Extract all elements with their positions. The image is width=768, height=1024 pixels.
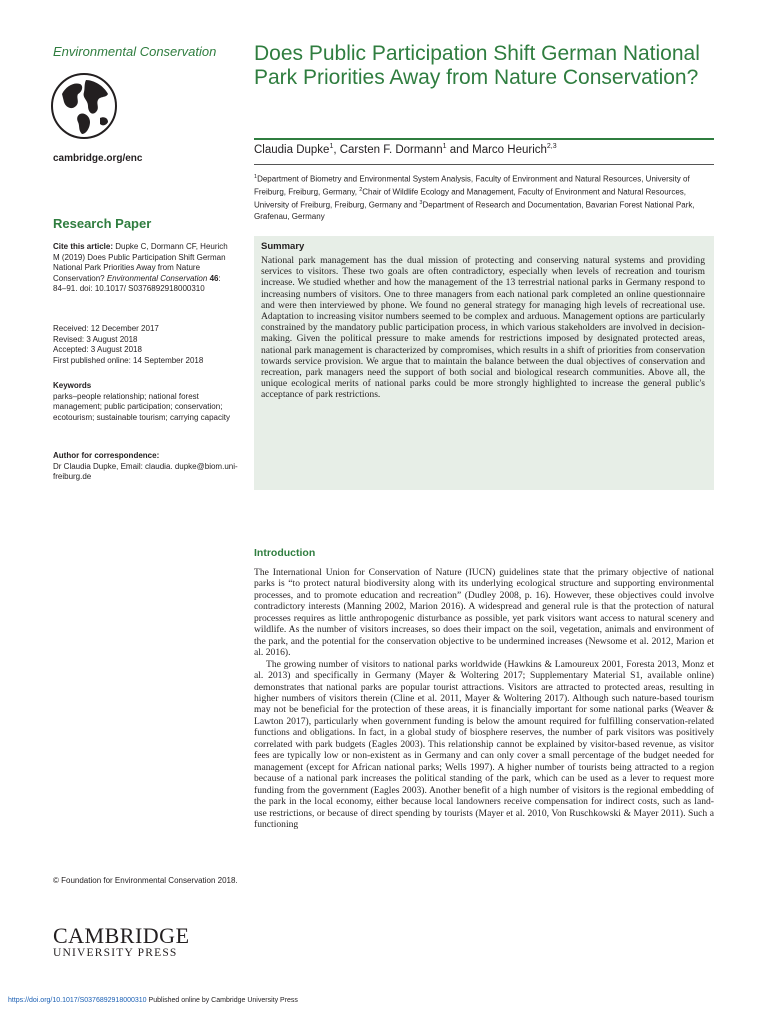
- correspondence-heading: Author for correspondence:: [53, 451, 160, 460]
- summary-heading: Summary: [261, 241, 305, 252]
- affiliations: [254, 172, 714, 222]
- keywords-text: parks–people relationship; national forest management; public participation; conservation; ecotourism; sustainable tourism; carrying capacity: [53, 391, 230, 422]
- author-list: [254, 143, 557, 156]
- citation-block: [53, 242, 233, 295]
- introduction-heading: Introduction: [254, 547, 316, 559]
- correspondence-text: Dr Claudia Dupke, Email: claudia. dupke@biom.uni-freiburg.de: [53, 461, 238, 482]
- globe-icon: [50, 72, 118, 140]
- author-name: Marco Heurich: [472, 143, 547, 156]
- publisher-logo-main: CAMBRIDGE: [53, 923, 190, 948]
- cite-text-b: : 84–91. doi: 10.1017/ S0376892918000310: [53, 273, 221, 294]
- cite-label: Cite this article:: [53, 242, 114, 251]
- title-divider: [254, 138, 714, 140]
- published-date: First published online: 14 September 2018: [53, 355, 204, 365]
- author-separator: and: [446, 143, 473, 156]
- article-title: Does Public Participation Shift German National Park Priorities Away from Nature Conservation?: [254, 42, 700, 89]
- author-name: Claudia Dupke: [254, 143, 330, 156]
- affiliation-sup: 3: [419, 199, 423, 206]
- affiliation-text: Chair of Wildlife Ecology and Management, Faculty of Environment and Natural Resources, University of Freiburg, Freiburg, Germany and: [254, 187, 686, 210]
- cite-volume: 46: [209, 273, 219, 283]
- paper-type-label: Research Paper: [53, 216, 152, 231]
- footer-note: Published online by Cambridge University Press: [146, 997, 298, 1004]
- paragraph: The International Union for Conservation of Nature (IUCN) guidelines state that the primary objective of national parks is “to protect natural biodiversity along with its underlying ecological structure and supporting environmental processes, and to promote education and recreation” (Dudley 2008, p. 16). However, these objectives could involve contradictory interests (Manning 2002, Marion 2016). A widespread and general rule is that the protection of natural processes requires as little anthropogenic disturbance as possible, yet park visitors want access to natural scenery and wildlife. As the number of visitors increases, so does their impact on the soil, vegetation, animals and environment of the park, and the potential for the conservation objective to be undermined increases (Newsome et al. 2012, Marion et al. 2016).: [254, 567, 714, 659]
- journal-url-link[interactable]: cambridge.org/enc: [53, 153, 143, 164]
- doi-footer: [8, 997, 298, 1004]
- affiliation-text: Department of Biometry and Environmental System Analysis, Faculty of Environment and Natural Resources, University of Freiburg, Freiburg, Germany,: [254, 174, 690, 197]
- paragraph: The growing number of visitors to national parks worldwide (Hawkins & Lamoureux 2001, Foresta 2013, Monz et al. 2013) and specifically in Germany (Mayer & Woltering 2017; Supplementary Material S1, available online) demonstrates that national parks are popular tourist attractions. Visitors are attracted to protected areas, resulting in higher numbers of visitors therein (Cline et al. 2011, Mayer & Woltering 2017). Although such nature-based tourism may not be beneficial for the protection of these areas, it is financially important for some national parks (Weaver & Lawton 2017), particularly when government funding is below the amount required for fulfilling conservation-related functions and obligations. In fact, in a global study of biosphere reserves, the number of park visitors was positively correlated with park budgets (Eagles 2003). This relationship cannot be explained by visitor-based revenue, as visitor fees are typically low or non-existent as in Germany and can only cover a small percentage of the budget needed for management (except for African national parks; Wells 1997). A higher number of tourists being attracted to a region because of a national park increases the political standing of the park, which can be used as a lever to request more funding from the government (Eagles 2003). Another benefit of a high number of visitors is the regional embedding of the park in the local economy, either because local landowners receive compensation for indirect costs, such as land-use restrictions, or because of direct spending by tourists (Mayer et al. 2010, Von Ruschkowski & Mayer 2011). Such a functioning: [254, 658, 714, 830]
- correspondence-block: [53, 451, 238, 483]
- publisher-logo-sub: UNIVERSITY PRESS: [53, 947, 178, 959]
- summary-text: National park management has the dual mission of protecting and conserving natural systems and providing services to visitors. These two goals are often contradictory, especially when levels of recreation and tourism increase. We studied whether and how the management of the 13 terrestrial national parks in Germany respond to increasing numbers of visitors. One to three managers from each national park completed an online questionnaire and were then interviewed by phone. We found no general strategy for managing high levels of recreational use. Adaptation to increasing visitor numbers seemed to be complex and arduous. Management options are particularly constrained by the mandatory public participation process, in which various stakeholders are involved in decision-making. Given the political pressure to make amends for restrictions imposed by designated protected areas, national park management is characterized by compromises, which results in a shift of priorities from conservation towards service provision. We argue that to maintain the balance between the dual objectives of conservation and recreation, park managers need the support of both social and biological research communities. Above all, the unique ecological merits of national parks could be more strongly highlighted to increase the general public's acceptance of park restrictions.: [261, 255, 705, 401]
- doi-link[interactable]: https://doi.org/10.1017/S0376892918000310: [8, 997, 147, 1004]
- affiliation-text: Department of Research and Documentation, Bavarian Forest National Park, Grafenau, Germany: [254, 200, 695, 221]
- introduction-body: [254, 567, 714, 830]
- author-sup: 2,3: [546, 143, 557, 150]
- keywords-block: [53, 381, 238, 423]
- copyright-notice: © Foundation for Environmental Conservation 2018.: [53, 876, 238, 885]
- cite-journal: Environmental Conservation: [106, 273, 208, 283]
- keywords-heading: Keywords: [53, 381, 92, 390]
- publisher-logo: [53, 925, 203, 960]
- affiliation-sup: 2: [359, 186, 363, 193]
- author-divider: [254, 164, 714, 165]
- author-sup: 1: [329, 143, 334, 150]
- journal-name: Environmental Conservation: [53, 44, 217, 59]
- affiliation-sup: 1: [254, 174, 258, 180]
- received-date: Received: 12 December 2017: [53, 324, 159, 333]
- accepted-date: Accepted: 3 August 2018: [53, 345, 142, 355]
- dates-block: [53, 324, 203, 366]
- author-sup: 1: [442, 143, 447, 150]
- cite-text-a: Dupke C, Dormann CF, Heurich M (2019) Does Public Participation Shift German National Park Priorities Away from Nature Conservation?: [53, 242, 228, 283]
- author-name: Carsten F. Dormann: [339, 143, 443, 156]
- author-separator: ,: [333, 143, 340, 156]
- revised-date: Revised: 3 August 2018: [53, 334, 138, 344]
